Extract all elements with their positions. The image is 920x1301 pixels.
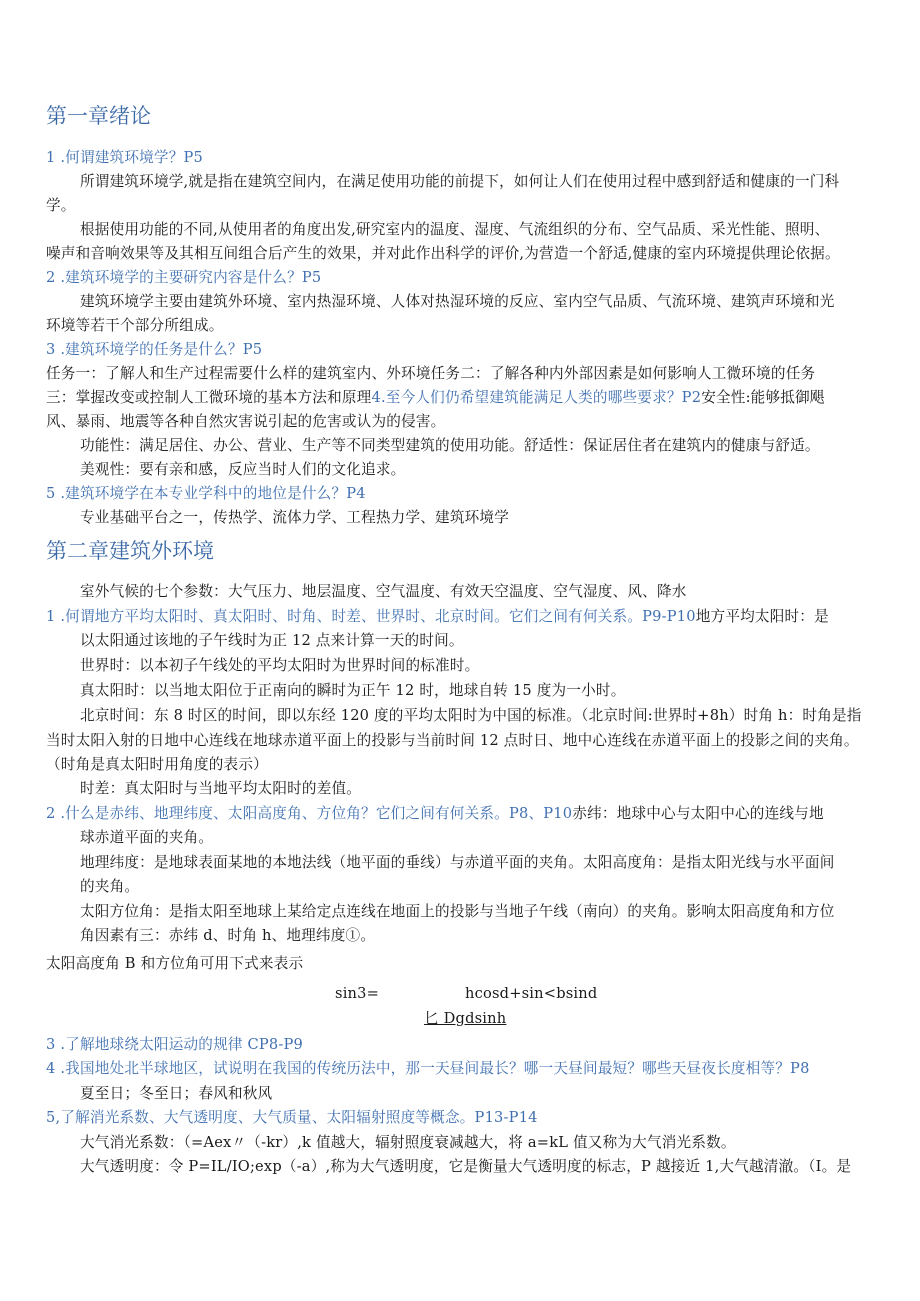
formula-rhs: hcosd+sin<bsind (465, 985, 598, 1002)
paragraph-2-2: 以太阳通过该地的子午线时为正 12 点来计算一天的时间。 (80, 632, 464, 649)
paragraph-1-2a: 根据使用功能的不同,从使用者的角度出发,研究室内的温度、湿度、气流组织的分布、空气品质、采光性能、照明、 (80, 221, 830, 238)
chapter-2-title: 第二章建筑外环境 (46, 539, 214, 563)
paragraph-1-3b: 环境等若干个部分所组成。 (46, 317, 224, 334)
paragraph-2-9b: 角因素有三：赤纬 d、时角 h、地理纬度①。 (80, 927, 376, 944)
paragraph-2-13: 大气透明度：令 P=IL/IO;exp（-a）,称为大气透明度，它是衡量大气透明度的标志，P 越接近 1,大气越清澈。（I。是 (80, 1158, 852, 1175)
question-2-4: 4 .我国地处北半球地区，试说明在我国的传统历法中，那一天昼间最长？哪一天昼间最短？哪些天昼夜长度相等？P8 (46, 1060, 810, 1077)
paragraph-1-3a: 建筑环境学主要由建筑外环境、室内热湿环境、人体对热湿环境的反应、室内空气品质、气流环境、建筑声环境和光 (80, 293, 835, 310)
chapter-1-title: 第一章绪论 (46, 104, 151, 128)
question-1-1: 1 .何谓建筑环境学？P5 (46, 149, 204, 166)
question-1-4: 4.至今人们仍希望建筑能满足人类的哪些要求？P2 (371, 389, 702, 406)
question-2-2-line (46, 804, 824, 824)
paragraph-1-2b: 噪声和音响效果等及其相互间组合后产生的效果，并对此作出科学的评价,为营造一个舒适,健康的室内环境提供理论依据。 (46, 245, 840, 262)
question-1-3: 3 .建筑环境学的任务是什么？P5 (46, 341, 263, 358)
question-2-3: 3 .了解地球绕太阳运动的规律 CP8-P9 (46, 1036, 304, 1053)
paragraph-1-7: 专业基础平台之一，传热学、流体力学、工程热力学、建筑环境学 (80, 509, 510, 526)
paragraph-2-12: 大气消光系数：（=Aex〃（-kr）,k 值越大，辐射照度衰减越大，将 a=kL 值又称为大气消光系数。 (80, 1134, 736, 1151)
formula-lhs: sin3= (335, 985, 380, 1002)
paragraph-1-5: 功能性：满足居住、办公、营业、生产等不同类型建筑的使用功能。舒适性：保证居住者在建筑内的健康与舒适。 (80, 437, 820, 454)
question-2-1-tail: 地方平均太阳时：是 (695, 608, 829, 625)
paragraph-2-4: 真太阳时：以当地太阳位于正南向的瞬时为正午 12 时，地球自转 15 度为一小时。 (80, 682, 626, 699)
paragraph-2-5b: 当时太阳入射的日地中心连线在地球赤道平面上的投影与当前时间 12 点时日、地中心连线在赤道平面上的投影之间的夹角。 (46, 732, 859, 749)
paragraph-2-6: 时差：真太阳时与当地平均太阳时的差值。 (80, 780, 362, 797)
question-2-5: 5,了解消光系数、大气透明度、大气质量、太阳辐射照度等概念。P13-P14 (46, 1109, 538, 1126)
paragraph-2-3: 世界时：以本初子午线处的平均太阳时为世界时间的标准时。 (80, 657, 480, 674)
paragraph-1-4b-text: 三：掌握改变或控制人工微环境的基本方法和原理 (46, 389, 372, 406)
question-1-5: 5 .建筑环境学在本专业学科中的地位是什么？P4 (46, 485, 366, 502)
paragraph-2-10: 太阳高度角 B 和方位角可用下式来表示 (46, 955, 304, 972)
formula-second-line: 匕 Dgdsinh (424, 1010, 507, 1027)
paragraph-1-1b: 学。 (46, 197, 76, 214)
paragraph-2-5a: 北京时间：东 8 时区的时间，即以东经 120 度的平均太阳时为中国的标准。（北京时间:世界时+8h）时角 h：时角是指 (80, 707, 862, 724)
paragraph-2-1: 室外气候的七个参数：大气压力、地层温度、空气温度、有效天空温度、空气湿度、风、降水 (80, 583, 687, 600)
question-2-1: 1 .何谓地方平均太阳时、真太阳时、时角、时差、世界时、北京时间。它们之间有何关系。P9-P10 (46, 608, 696, 625)
paragraph-1-4b (46, 388, 825, 408)
paragraph-1-4b-tail: 安全性:能够抵御飓 (701, 389, 825, 406)
question-1-2: 2 .建筑环境学的主要研究内容是什么？P5 (46, 269, 322, 286)
paragraph-1-4a: 任务一：了解人和生产过程需要什么样的建筑室内、外环境任务二：了解各种内外部因素是如何影响人工微环境的任务 (46, 365, 816, 382)
paragraph-2-11: 夏至日；冬至日；春风和秋风 (80, 1085, 273, 1102)
paragraph-2-7: 球赤道平面的夹角。 (80, 829, 214, 846)
paragraph-2-8a: 地理纬度：是地球表面某地的本地法线（地平面的垂线）与赤道平面的夹角。太阳高度角：是指太阳光线与水平面间 (80, 854, 835, 871)
paragraph-2-8b: 的夹角。 (80, 878, 140, 895)
paragraph-2-5c: （时角是真太阳时用角度的表示） (46, 756, 268, 773)
question-2-2-tail: 赤纬：地球中心与太阳中心的连线与地 (572, 805, 824, 822)
question-2-1-line (46, 607, 829, 627)
paragraph-2-9a: 太阳方位角：是指太阳至地球上某给定点连线在地面上的投影与当地子午线（南向）的夹角。影响太阳高度角和方位 (80, 903, 835, 920)
paragraph-1-4c: 风、暴雨、地震等各种自然灾害说引起的危害或认为的侵害。 (46, 413, 446, 430)
paragraph-1-6: 美观性：要有亲和感，反应当时人们的文化追求。 (80, 461, 406, 478)
question-2-2: 2 .什么是赤纬、地理纬度、太阳高度角、方位角？它们之间有何关系。P8、P10 (46, 805, 573, 822)
paragraph-1-1a: 所谓建筑环境学,就是指在建筑空间内，在满足使用功能的前提下，如何让人们在使用过程中感到舒适和健康的一门科 (80, 173, 840, 190)
